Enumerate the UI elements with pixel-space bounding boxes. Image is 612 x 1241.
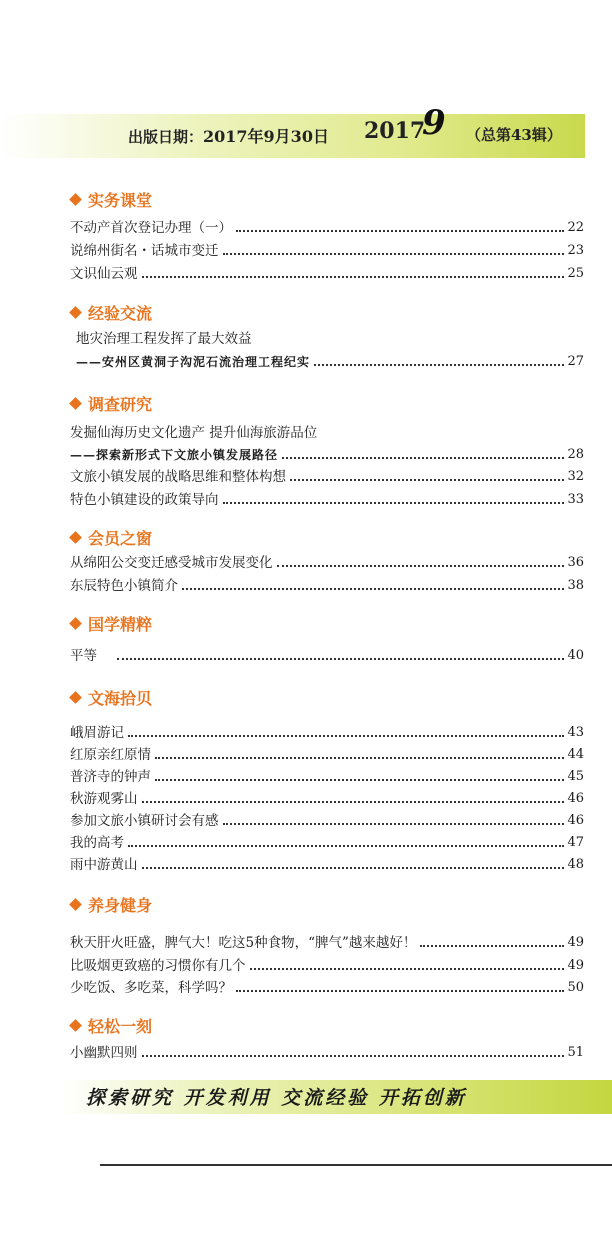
toc-entry[interactable]: 秋游观雾山 46 xyxy=(70,791,584,807)
toc-entry[interactable]: 秋天肝火旺盛，脾气大！吃这5种食物，“脾气”越来越好！ 49 xyxy=(70,935,584,951)
toc-entry[interactable]: 比吸烟更致癌的习惯你有几个 49 xyxy=(70,958,584,974)
toc-entry[interactable]: 说绵州街名・话城市变迁 23 xyxy=(70,243,584,259)
issue-year: 2017 xyxy=(364,118,426,144)
toc-entry[interactable]: 我的高考 47 xyxy=(70,835,584,851)
toc-entry[interactable]: 平等 40 xyxy=(70,648,584,664)
toc-entry[interactable]: 文旅小镇发展的战略思维和整体构想 32 xyxy=(70,469,584,485)
toc-entry[interactable]: 峨眉游记 43 xyxy=(70,725,584,741)
toc-entry[interactable]: 雨中游黄山 48 xyxy=(70,857,584,873)
section-title: 轻松一刻 xyxy=(71,1014,152,1037)
toc-entry[interactable]: 普济寺的钟声 45 xyxy=(70,769,584,785)
diamond-bullet-icon xyxy=(69,617,82,630)
section-title: 文海拾贝 xyxy=(71,686,152,709)
toc-entry[interactable]: 参加文旅小镇研讨会有感 46 xyxy=(70,813,584,829)
toc-entry[interactable]: 不动产首次登记办理（一） 22 xyxy=(70,220,584,236)
section-title: 国学精粹 xyxy=(71,612,152,635)
footer-rule xyxy=(100,1164,612,1166)
toc-entry-title[interactable]: 发掘仙海历史文化遗产 提升仙海旅游品位 xyxy=(70,425,318,441)
toc-entry[interactable]: 东辰特色小镇简介 38 xyxy=(70,578,584,594)
date-value: 2017年9月30日 xyxy=(203,127,329,146)
toc-entry[interactable]: 红原亲红原情 44 xyxy=(70,747,584,763)
toc-entry[interactable]: ——探索新形式下文旅小镇发展路径 28 xyxy=(70,447,584,462)
issue-number: 9 xyxy=(422,103,446,143)
date-label: 出版日期： xyxy=(128,128,204,146)
diamond-bullet-icon xyxy=(69,306,82,319)
section-title: 经验交流 xyxy=(71,301,152,324)
toc-entry[interactable]: 小幽默四则 51 xyxy=(70,1045,584,1061)
diamond-bullet-icon xyxy=(69,531,82,544)
diamond-bullet-icon xyxy=(69,1019,82,1032)
toc-entry[interactable]: 文识仙云观 25 xyxy=(70,266,584,282)
toc-entry[interactable]: ——安州区黄洞子沟泥石流治理工程纪实 27 xyxy=(76,354,584,369)
toc-entry[interactable]: 特色小镇建设的政策导向 33 xyxy=(70,492,584,508)
toc-entry-title[interactable]: 地灾治理工程发挥了最大效益 xyxy=(76,331,252,347)
diamond-bullet-icon xyxy=(69,898,82,911)
diamond-bullet-icon xyxy=(69,193,82,206)
toc-entry[interactable]: 从绵阳公交变迁感受城市发展变化 36 xyxy=(70,555,584,571)
publication-date xyxy=(128,124,329,147)
section-title: 会员之窗 xyxy=(71,526,152,549)
section-title: 养身健身 xyxy=(71,893,152,916)
slogan: 探索研究 开发利用 交流经验 开拓创新 xyxy=(86,1087,467,1109)
diamond-bullet-icon xyxy=(69,397,82,410)
diamond-bullet-icon xyxy=(69,691,82,704)
toc-entry[interactable]: 少吃饭、多吃菜，科学吗？ 50 xyxy=(70,980,584,996)
total-issue: （总第43辑） xyxy=(466,126,562,144)
section-title: 实务课堂 xyxy=(71,188,152,211)
section-title: 调查研究 xyxy=(71,392,152,415)
